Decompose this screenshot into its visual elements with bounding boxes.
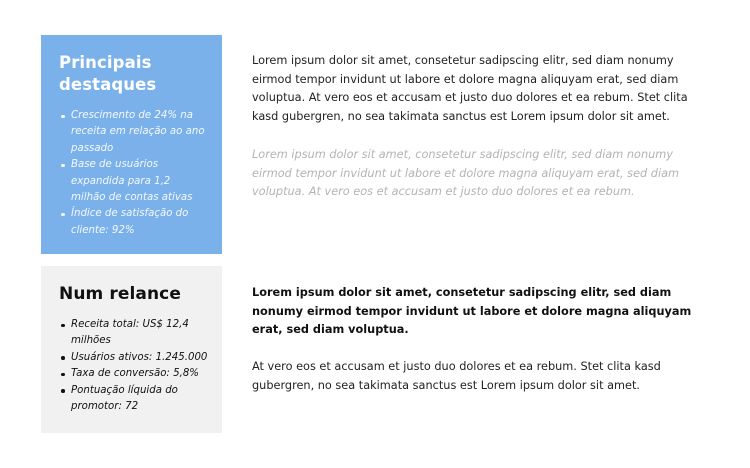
at-a-glance-title: Num relance <box>59 284 181 304</box>
at-a-glance-panel <box>41 266 222 433</box>
body-paragraph: At vero eos et accusam et justo duo dolores et ea rebum. Stet clita kasd gubergren, no sea takimata sanctus est Lorem ipsum dolor sit amet. <box>252 360 661 392</box>
list-item: Crescimento de 24% na receita em relação ao ano passado <box>71 108 208 157</box>
at-a-glance-list <box>59 317 208 415</box>
highlights-title: Principais destaques <box>59 53 157 94</box>
list-item: Pontuação líquida do promotor: 72 <box>71 383 208 416</box>
bold-lead-paragraph: Lorem ipsum dolor sit amet, consetetur sadipscing elitr, sed diam nonumy eirmod tempor invidunt ut labore et dolore magna aliquyam erat, sed diam voluptua. <box>252 286 692 337</box>
list-item: Usuários ativos: 1.245.000 <box>71 350 208 366</box>
muted-italic-paragraph: Lorem ipsum dolor sit amet, consetetur sadipscing elitr, sed diam nonumy eirmod tempor invidunt ut labore et dolore magna aliquyam erat, sed diam voluptua. At vero eos et accusam et justo duo dolores et ea rebum. <box>252 148 680 199</box>
list-item: Taxa de conversão: 5,8% <box>71 366 208 382</box>
highlights-list <box>59 108 208 239</box>
body-paragraph: Lorem ipsum dolor sit amet, consetetur sadipscing elitr, sed diam nonumy eirmod tempor invidunt ut labore et dolore magna aliquyam erat, sed diam voluptua. At vero eos et accusam et justo duo dolores et ea rebum. Stet clita kasd gubergren, no sea takimata sanctus est Lorem ipsum dolor sit amet. <box>252 54 688 123</box>
list-item: Índice de satisfação do cliente: 92% <box>71 206 208 239</box>
highlights-panel <box>41 35 222 254</box>
list-item: Receita total: US$ 12,4 milhões <box>71 317 208 350</box>
list-item: Base de usuários expandida para 1,2 milhão de contas ativas <box>71 157 208 206</box>
